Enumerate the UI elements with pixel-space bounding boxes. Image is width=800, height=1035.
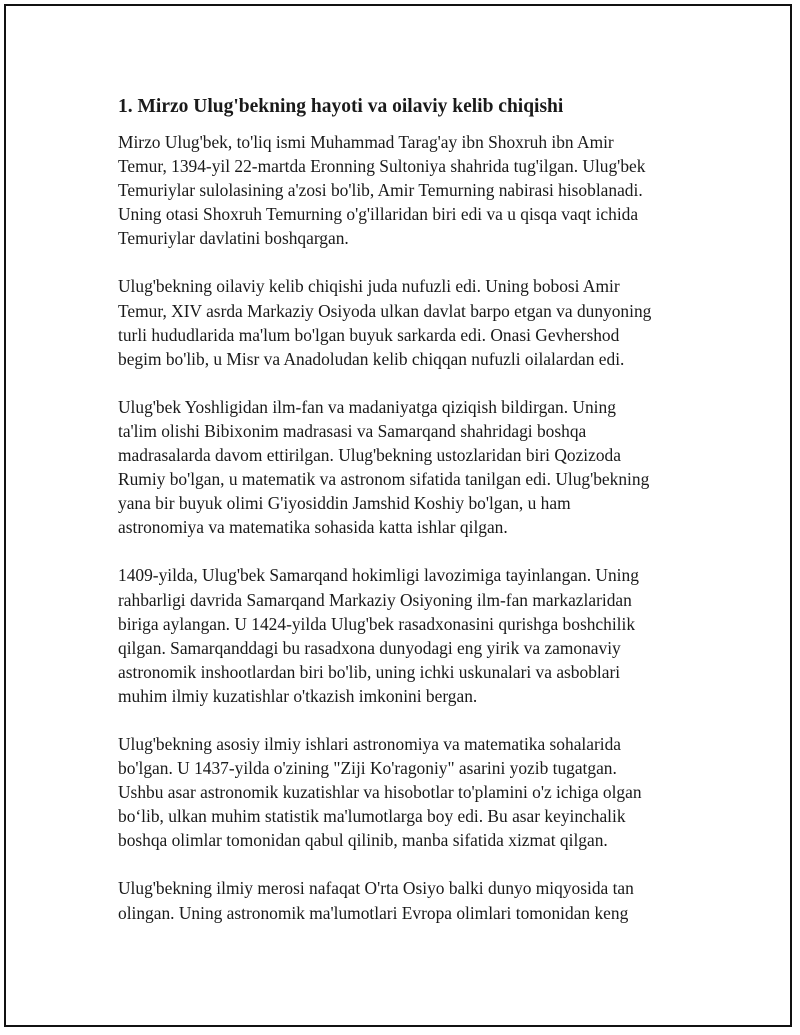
paragraph-education: Ulug'bek Yoshligidan ilm-fan va madaniyatga qiziqish bildirgan. Uning ta'lim olishi Bibixonim madrasasi va Samarqand shahridagi boshqa madrasalarda davom ettirilgan. Ulug'bekning ustozlaridan biri Qozizoda Rumiy bo'lgan, u matematik va astronom sifatida tanilgan edi. Ulug'bekning yana bir buyuk olimi G'iyosiddin Jamshid Koshiy bo'lgan, u ham astronomiya va matematika sohasida katta ishlar qilgan. (118, 396, 650, 538)
paragraph-scientific-works: Ulug'bekning asosiy ilmiy ishlari astronomiya va matematika sohalarida bo'lgan. U 1437-yilda o'zining "Ziji Ko'ragoniy" asarini yozib tugatgan. Ushbu asar astronomik kuzatishlar va hisobotlar to'plamini o'z ichiga olgan bo‘lib, ulkan muhim statistik ma'lumotlarga boy edi. Bu asar keyinchalik boshqa olimlar tomonidan qabul qilinib, manba sifatida xizmat qilgan. (118, 733, 642, 851)
paragraph-birth: Mirzo Ulug'bek, to'liq ismi Muhammad Tarag'ay ibn Shoxruh ibn Amir Temur, 1394-yil 22-martda Eronning Sultoniya shahrida tug'ilgan. Ulug'bek Temuriylar sulolasining a'zosi bo'lib, Amir Temurning nabirasi hisoblanadi. Uning otasi Shoxruh Temurning o'g'illaridan biri edi va u qisqa vaqt ichida Temuriylar davlatini boshqargan. (118, 132, 646, 249)
paragraph-legacy: Ulug'bekning ilmiy merosi nafaqat O'rta Osiyo balki dunyo miqyosida tan olingan. Uning astronomik ma'lumotlari Evropa olimlari tomonidan keng (118, 878, 634, 923)
paragraph-family: Ulug'bekning oilaviy kelib chiqishi juda nufuzli edi. Uning bobosi Amir Temur, XIV asrda Markaziy Osiyoda ulkan davlat barpo etgan va dunyoning turli hududlarida ma'lum bo'lgan buyuk sarkarda edi. Onasi Gevhershod begim bo'lib, u Misr va Anadoludan kelib chiqqan nufuzli oilalardan edi. (118, 276, 652, 369)
section-heading: 1. Mirzo Ulug'bekning hayoti va oilaviy kelib chiqishi (118, 96, 564, 117)
document-body (118, 94, 698, 949)
paragraph-governance: 1409-yilda, Ulug'bek Samarqand hokimligi lavozimiga tayinlangan. Uning rahbarligi davrida Samarqand Markaziy Osiyoning ilm-fan markazlaridan biriga aylangan. U 1424-yilda Ulug'bek rasadxonasini qurishga boshchilik qilgan. Samarqanddagi bu rasadxona dunyodagi eng yirik va zamonaviy astronomik inshootlardan biri bo'lib, uning ichki uskunalari va asboblari muhim ilmiy kuzatishlar o'tkazish imkonini bergan. (118, 565, 639, 706)
